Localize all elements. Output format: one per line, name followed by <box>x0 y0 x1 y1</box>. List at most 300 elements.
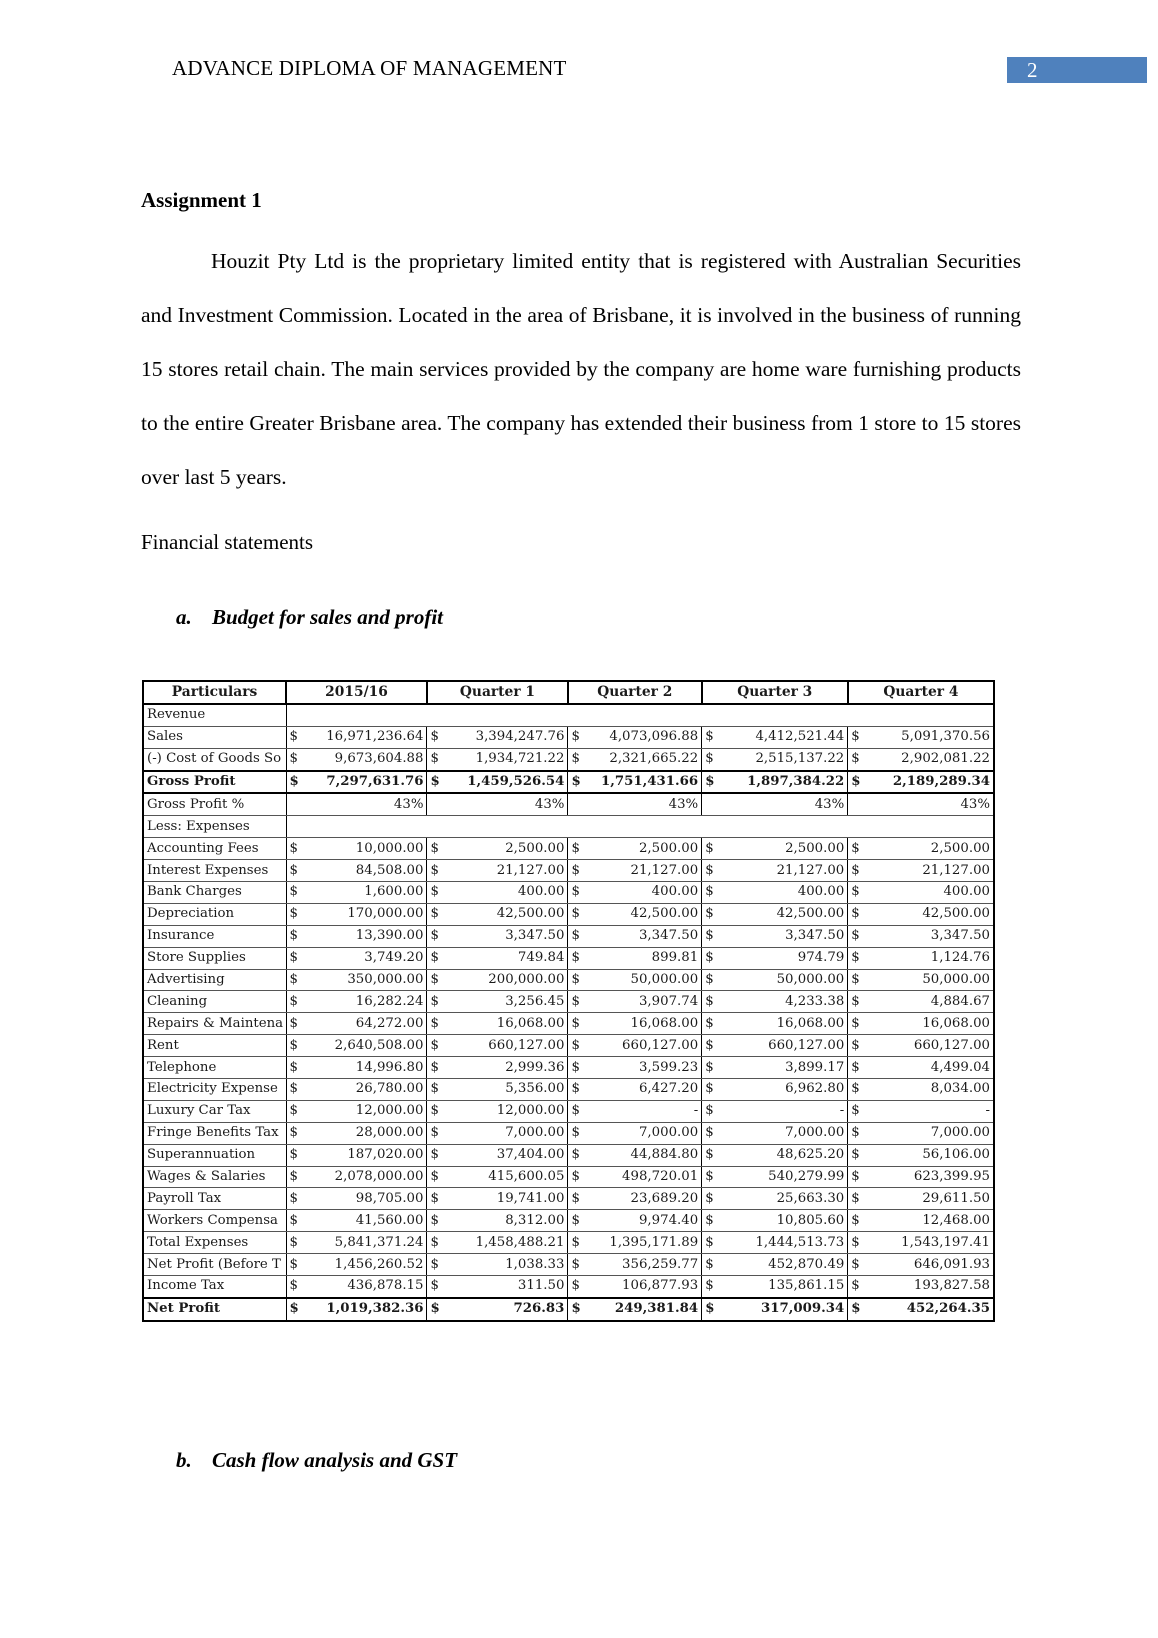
percent-cell: 43% <box>568 793 702 815</box>
value-cell: 3,394,247.76 <box>441 726 568 748</box>
value-cell: 4,233.38 <box>716 991 848 1013</box>
currency-symbol: $ <box>286 1144 300 1166</box>
value-cell: 41,560.00 <box>300 1210 427 1232</box>
table-header-row <box>143 681 994 704</box>
currency-symbol: $ <box>848 991 862 1013</box>
value-cell: 3,907.74 <box>582 991 701 1013</box>
currency-symbol: $ <box>286 748 300 770</box>
value-cell: 646,091.93 <box>862 1254 994 1276</box>
table-row <box>143 991 994 1013</box>
table-row <box>143 1210 994 1232</box>
currency-symbol: $ <box>286 1210 300 1232</box>
table-row <box>143 1122 994 1144</box>
value-cell: 415,600.05 <box>441 1166 568 1188</box>
currency-symbol: $ <box>702 991 716 1013</box>
section-a-title: Budget for sales and profit <box>212 605 444 629</box>
row-label: Net Profit (Before T <box>143 1254 286 1276</box>
table-row <box>143 1232 994 1254</box>
table-row <box>143 838 994 860</box>
currency-symbol: $ <box>702 771 716 794</box>
currency-symbol: $ <box>286 1013 300 1035</box>
row-label: (-) Cost of Goods So <box>143 748 286 770</box>
row-label: Fringe Benefits Tax <box>143 1122 286 1144</box>
value-cell: 3,347.50 <box>716 925 848 947</box>
row-label: Repairs & Maintena <box>143 1013 286 1035</box>
currency-symbol: $ <box>568 969 582 991</box>
row-label: Gross Profit % <box>143 793 286 815</box>
currency-symbol: $ <box>286 903 300 925</box>
currency-symbol: $ <box>427 1122 441 1144</box>
value-cell: 660,127.00 <box>862 1035 994 1057</box>
currency-symbol: $ <box>702 1079 716 1101</box>
header-particulars: Particulars <box>143 681 286 704</box>
value-cell: 498,720.01 <box>582 1166 701 1188</box>
currency-symbol: $ <box>702 903 716 925</box>
currency-symbol: $ <box>702 882 716 904</box>
value-cell: 19,741.00 <box>441 1188 568 1210</box>
value-cell: 400.00 <box>441 882 568 904</box>
value-cell: 726.83 <box>441 1298 568 1321</box>
value-cell: 4,884.67 <box>862 991 994 1013</box>
section-b-title: Cash flow analysis and GST <box>212 1448 458 1472</box>
currency-symbol: $ <box>286 726 300 748</box>
currency-symbol: $ <box>848 726 862 748</box>
value-cell: 8,034.00 <box>862 1079 994 1101</box>
currency-symbol: $ <box>848 1122 862 1144</box>
currency-symbol: $ <box>702 1298 716 1321</box>
row-label: Bank Charges <box>143 882 286 904</box>
currency-symbol: $ <box>568 1210 582 1232</box>
value-cell: 12,000.00 <box>441 1100 568 1122</box>
value-cell: 1,543,197.41 <box>862 1232 994 1254</box>
value-cell: 1,444,513.73 <box>716 1232 848 1254</box>
currency-symbol: $ <box>848 1276 862 1298</box>
row-label: Total Expenses <box>143 1232 286 1254</box>
currency-symbol: $ <box>427 1188 441 1210</box>
value-cell: 3,347.50 <box>441 925 568 947</box>
currency-symbol: $ <box>848 947 862 969</box>
row-label: Advertising <box>143 969 286 991</box>
currency-symbol: $ <box>568 860 582 882</box>
value-cell: 16,068.00 <box>716 1013 848 1035</box>
currency-symbol: $ <box>848 1057 862 1079</box>
value-cell: 2,640,508.00 <box>300 1035 427 1057</box>
currency-symbol: $ <box>427 1210 441 1232</box>
value-cell: 187,020.00 <box>300 1144 427 1166</box>
value-cell: 200,000.00 <box>441 969 568 991</box>
currency-symbol: $ <box>286 882 300 904</box>
value-cell: 6,962.80 <box>716 1079 848 1101</box>
value-cell: 350,000.00 <box>300 969 427 991</box>
value-cell: 8,312.00 <box>441 1210 568 1232</box>
row-label: Revenue <box>143 704 286 726</box>
value-cell: 21,127.00 <box>441 860 568 882</box>
row-label: Sales <box>143 726 286 748</box>
value-cell: 50,000.00 <box>862 969 994 991</box>
currency-symbol: $ <box>848 748 862 770</box>
currency-symbol: $ <box>848 882 862 904</box>
header-2015-16: 2015/16 <box>286 681 427 704</box>
currency-symbol: $ <box>702 1210 716 1232</box>
currency-symbol: $ <box>568 1035 582 1057</box>
currency-symbol: $ <box>848 1166 862 1188</box>
row-label: Wages & Salaries <box>143 1166 286 1188</box>
currency-symbol: $ <box>848 860 862 882</box>
value-cell: 10,000.00 <box>300 838 427 860</box>
table-row <box>143 1276 994 1298</box>
table-row <box>143 1057 994 1079</box>
value-cell: 1,395,171.89 <box>582 1232 701 1254</box>
table-row <box>143 1188 994 1210</box>
value-cell: 7,000.00 <box>862 1122 994 1144</box>
value-cell: 3,599.23 <box>582 1057 701 1079</box>
currency-symbol: $ <box>427 1232 441 1254</box>
value-cell: 16,068.00 <box>441 1013 568 1035</box>
empty-cell <box>286 816 994 838</box>
value-cell: 2,500.00 <box>582 838 701 860</box>
currency-symbol: $ <box>568 1013 582 1035</box>
currency-symbol: $ <box>286 1035 300 1057</box>
value-cell: 749.84 <box>441 947 568 969</box>
value-cell: 400.00 <box>716 882 848 904</box>
currency-symbol: $ <box>427 771 441 794</box>
row-label: Cleaning <box>143 991 286 1013</box>
currency-symbol: $ <box>427 882 441 904</box>
value-cell: 2,500.00 <box>441 838 568 860</box>
value-cell: 2,515,137.22 <box>716 748 848 770</box>
value-cell: 317,009.34 <box>716 1298 848 1321</box>
currency-symbol: $ <box>848 1188 862 1210</box>
table-row <box>143 947 994 969</box>
currency-symbol: $ <box>848 1035 862 1057</box>
value-cell: 7,000.00 <box>441 1122 568 1144</box>
value-cell: 436,878.15 <box>300 1276 427 1298</box>
currency-symbol: $ <box>286 969 300 991</box>
value-cell: 4,412,521.44 <box>716 726 848 748</box>
row-label: Workers Compensa <box>143 1210 286 1232</box>
value-cell: 2,902,081.22 <box>862 748 994 770</box>
value-cell: 1,019,382.36 <box>300 1298 427 1321</box>
currency-symbol: $ <box>427 1254 441 1276</box>
currency-symbol: $ <box>427 1144 441 1166</box>
value-cell: 1,458,488.21 <box>441 1232 568 1254</box>
table-row <box>143 1013 994 1035</box>
table-row <box>143 704 994 726</box>
value-cell: 1,456,260.52 <box>300 1254 427 1276</box>
value-cell: - <box>716 1100 848 1122</box>
table-row <box>143 903 994 925</box>
currency-symbol: $ <box>702 1276 716 1298</box>
value-cell: 170,000.00 <box>300 903 427 925</box>
currency-symbol: $ <box>568 1254 582 1276</box>
row-label: Telephone <box>143 1057 286 1079</box>
currency-symbol: $ <box>702 1057 716 1079</box>
currency-symbol: $ <box>286 1254 300 1276</box>
value-cell: 7,297,631.76 <box>300 771 427 794</box>
table-row <box>143 816 994 838</box>
value-cell: 21,127.00 <box>716 860 848 882</box>
value-cell: 660,127.00 <box>716 1035 848 1057</box>
value-cell: 16,282.24 <box>300 991 427 1013</box>
value-cell: 42,500.00 <box>582 903 701 925</box>
currency-symbol: $ <box>568 1166 582 1188</box>
currency-symbol: $ <box>568 1144 582 1166</box>
value-cell: 42,500.00 <box>862 903 994 925</box>
row-label: Depreciation <box>143 903 286 925</box>
header-quarter-3: Quarter 3 <box>702 681 848 704</box>
row-label: Gross Profit <box>143 771 286 794</box>
currency-symbol: $ <box>427 903 441 925</box>
currency-symbol: $ <box>286 947 300 969</box>
value-cell: 2,999.36 <box>441 1057 568 1079</box>
value-cell: 26,780.00 <box>300 1079 427 1101</box>
currency-symbol: $ <box>702 1100 716 1122</box>
value-cell: 5,091,370.56 <box>862 726 994 748</box>
currency-symbol: $ <box>286 1100 300 1122</box>
currency-symbol: $ <box>427 947 441 969</box>
value-cell: 452,264.35 <box>862 1298 994 1321</box>
value-cell: 135,861.15 <box>716 1276 848 1298</box>
value-cell: 98,705.00 <box>300 1188 427 1210</box>
value-cell: 400.00 <box>862 882 994 904</box>
value-cell: 400.00 <box>582 882 701 904</box>
financial-statements-heading: Financial statements <box>141 530 314 554</box>
currency-symbol: $ <box>702 1035 716 1057</box>
currency-symbol: $ <box>848 1210 862 1232</box>
value-cell: 13,390.00 <box>300 925 427 947</box>
currency-symbol: $ <box>427 1013 441 1035</box>
value-cell: 23,689.20 <box>582 1188 701 1210</box>
value-cell: 42,500.00 <box>441 903 568 925</box>
value-cell: 12,000.00 <box>300 1100 427 1122</box>
value-cell: 1,459,526.54 <box>441 771 568 794</box>
value-cell: 7,000.00 <box>716 1122 848 1144</box>
value-cell: - <box>582 1100 701 1122</box>
table-row <box>143 793 994 815</box>
value-cell: 4,073,096.88 <box>582 726 701 748</box>
currency-symbol: $ <box>848 1232 862 1254</box>
value-cell: 356,259.77 <box>582 1254 701 1276</box>
currency-symbol: $ <box>427 726 441 748</box>
table-row <box>143 1166 994 1188</box>
value-cell: 2,321,665.22 <box>582 748 701 770</box>
value-cell: 249,381.84 <box>582 1298 701 1321</box>
currency-symbol: $ <box>702 1122 716 1144</box>
currency-symbol: $ <box>427 838 441 860</box>
value-cell: 1,897,384.22 <box>716 771 848 794</box>
value-cell: 21,127.00 <box>862 860 994 882</box>
currency-symbol: $ <box>427 969 441 991</box>
value-cell: 7,000.00 <box>582 1122 701 1144</box>
currency-symbol: $ <box>568 991 582 1013</box>
currency-symbol: $ <box>427 1166 441 1188</box>
value-cell: 21,127.00 <box>582 860 701 882</box>
currency-symbol: $ <box>286 1166 300 1188</box>
value-cell: 540,279.99 <box>716 1166 848 1188</box>
currency-symbol: $ <box>286 925 300 947</box>
page-number: 2 <box>1007 57 1147 83</box>
currency-symbol: $ <box>702 1254 716 1276</box>
currency-symbol: $ <box>702 1013 716 1035</box>
currency-symbol: $ <box>568 1276 582 1298</box>
value-cell: 2,500.00 <box>862 838 994 860</box>
table-row <box>143 726 994 748</box>
table-row <box>143 860 994 882</box>
table-row <box>143 771 994 794</box>
value-cell: 1,038.33 <box>441 1254 568 1276</box>
value-cell: 16,068.00 <box>862 1013 994 1035</box>
currency-symbol: $ <box>568 1232 582 1254</box>
value-cell: 28,000.00 <box>300 1122 427 1144</box>
section-b-heading <box>176 1448 457 1473</box>
currency-symbol: $ <box>702 947 716 969</box>
value-cell: 4,499.04 <box>862 1057 994 1079</box>
section-a-heading <box>176 605 443 630</box>
currency-symbol: $ <box>286 860 300 882</box>
value-cell: 1,751,431.66 <box>582 771 701 794</box>
table-row <box>143 1100 994 1122</box>
currency-symbol: $ <box>702 969 716 991</box>
value-cell: 44,884.80 <box>582 1144 701 1166</box>
value-cell: - <box>862 1100 994 1122</box>
header-quarter-2: Quarter 2 <box>568 681 702 704</box>
currency-symbol: $ <box>286 1057 300 1079</box>
section-a-letter: a. <box>176 605 192 629</box>
value-cell: 14,996.80 <box>300 1057 427 1079</box>
currency-symbol: $ <box>286 1232 300 1254</box>
value-cell: 452,870.49 <box>716 1254 848 1276</box>
value-cell: 16,068.00 <box>582 1013 701 1035</box>
currency-symbol: $ <box>568 947 582 969</box>
currency-symbol: $ <box>427 925 441 947</box>
value-cell: 3,256.45 <box>441 991 568 1013</box>
row-label: Insurance <box>143 925 286 947</box>
currency-symbol: $ <box>848 1013 862 1035</box>
value-cell: 42,500.00 <box>716 903 848 925</box>
table-row <box>143 1035 994 1057</box>
currency-symbol: $ <box>286 838 300 860</box>
currency-symbol: $ <box>427 1298 441 1321</box>
currency-symbol: $ <box>848 1144 862 1166</box>
value-cell: 623,399.95 <box>862 1166 994 1188</box>
value-cell: 48,625.20 <box>716 1144 848 1166</box>
currency-symbol: $ <box>702 726 716 748</box>
currency-symbol: $ <box>427 748 441 770</box>
currency-symbol: $ <box>568 726 582 748</box>
currency-symbol: $ <box>568 1298 582 1321</box>
value-cell: 3,347.50 <box>582 925 701 947</box>
intro-paragraph: Houzit Pty Ltd is the proprietary limited entity that is registered with Australian Securities and Investment Commission. Located in the area of Brisbane, it is involved in the business of running 15 stores retail chain. The main services provided by the company are home ware furnishing products to the entire Greater Brisbane area. The company has extended their business from 1 store to 15 stores over last 5 years. <box>141 249 1021 489</box>
value-cell: 2,078,000.00 <box>300 1166 427 1188</box>
row-label: Store Supplies <box>143 947 286 969</box>
currency-symbol: $ <box>427 1079 441 1101</box>
value-cell: 37,404.00 <box>441 1144 568 1166</box>
row-label: Income Tax <box>143 1276 286 1298</box>
value-cell: 974.79 <box>716 947 848 969</box>
currency-symbol: $ <box>702 1144 716 1166</box>
currency-symbol: $ <box>568 1057 582 1079</box>
table-row <box>143 748 994 770</box>
table-row <box>143 969 994 991</box>
budget-table <box>142 680 995 1322</box>
currency-symbol: $ <box>848 838 862 860</box>
row-label: Luxury Car Tax <box>143 1100 286 1122</box>
value-cell: 50,000.00 <box>582 969 701 991</box>
row-label: Superannuation <box>143 1144 286 1166</box>
currency-symbol: $ <box>427 1100 441 1122</box>
currency-symbol: $ <box>286 991 300 1013</box>
currency-symbol: $ <box>286 771 300 794</box>
assignment-heading: Assignment 1 <box>141 188 262 212</box>
header-quarter-4: Quarter 4 <box>848 681 994 704</box>
value-cell: 56,106.00 <box>862 1144 994 1166</box>
currency-symbol: $ <box>427 1035 441 1057</box>
currency-symbol: $ <box>848 1298 862 1321</box>
currency-symbol: $ <box>568 882 582 904</box>
empty-cell <box>286 704 994 726</box>
percent-cell: 43% <box>702 793 848 815</box>
currency-symbol: $ <box>427 1276 441 1298</box>
value-cell: 16,971,236.64 <box>300 726 427 748</box>
row-label: Rent <box>143 1035 286 1057</box>
currency-symbol: $ <box>702 1166 716 1188</box>
currency-symbol: $ <box>568 1188 582 1210</box>
value-cell: 660,127.00 <box>441 1035 568 1057</box>
value-cell: 3,749.20 <box>300 947 427 969</box>
value-cell: 899.81 <box>582 947 701 969</box>
value-cell: 311.50 <box>441 1276 568 1298</box>
percent-cell: 43% <box>848 793 994 815</box>
value-cell: 2,500.00 <box>716 838 848 860</box>
table-row <box>143 1144 994 1166</box>
table-row <box>143 925 994 947</box>
value-cell: 3,899.17 <box>716 1057 848 1079</box>
value-cell: 84,508.00 <box>300 860 427 882</box>
row-label: Net Profit <box>143 1298 286 1321</box>
row-label: Electricity Expense <box>143 1079 286 1101</box>
currency-symbol: $ <box>568 1122 582 1144</box>
currency-symbol: $ <box>848 771 862 794</box>
currency-symbol: $ <box>848 1254 862 1276</box>
table-row <box>143 1079 994 1101</box>
running-header: ADVANCE DIPLOMA OF MANAGEMENT <box>172 56 567 80</box>
row-label: Interest Expenses <box>143 860 286 882</box>
currency-symbol: $ <box>702 748 716 770</box>
currency-symbol: $ <box>702 1188 716 1210</box>
currency-symbol: $ <box>702 838 716 860</box>
currency-symbol: $ <box>568 1100 582 1122</box>
value-cell: 10,805.60 <box>716 1210 848 1232</box>
currency-symbol: $ <box>848 925 862 947</box>
currency-symbol: $ <box>568 771 582 794</box>
header-quarter-1: Quarter 1 <box>427 681 568 704</box>
value-cell: 106,877.93 <box>582 1276 701 1298</box>
value-cell: 64,272.00 <box>300 1013 427 1035</box>
row-label: Accounting Fees <box>143 838 286 860</box>
value-cell: 193,827.58 <box>862 1276 994 1298</box>
value-cell: 6,427.20 <box>582 1079 701 1101</box>
currency-symbol: $ <box>568 838 582 860</box>
currency-symbol: $ <box>427 991 441 1013</box>
percent-cell: 43% <box>286 793 427 815</box>
value-cell: 1,934,721.22 <box>441 748 568 770</box>
currency-symbol: $ <box>286 1276 300 1298</box>
row-label: Payroll Tax <box>143 1188 286 1210</box>
currency-symbol: $ <box>568 925 582 947</box>
section-b-letter: b. <box>176 1448 192 1472</box>
row-label: Less: Expenses <box>143 816 286 838</box>
currency-symbol: $ <box>702 860 716 882</box>
